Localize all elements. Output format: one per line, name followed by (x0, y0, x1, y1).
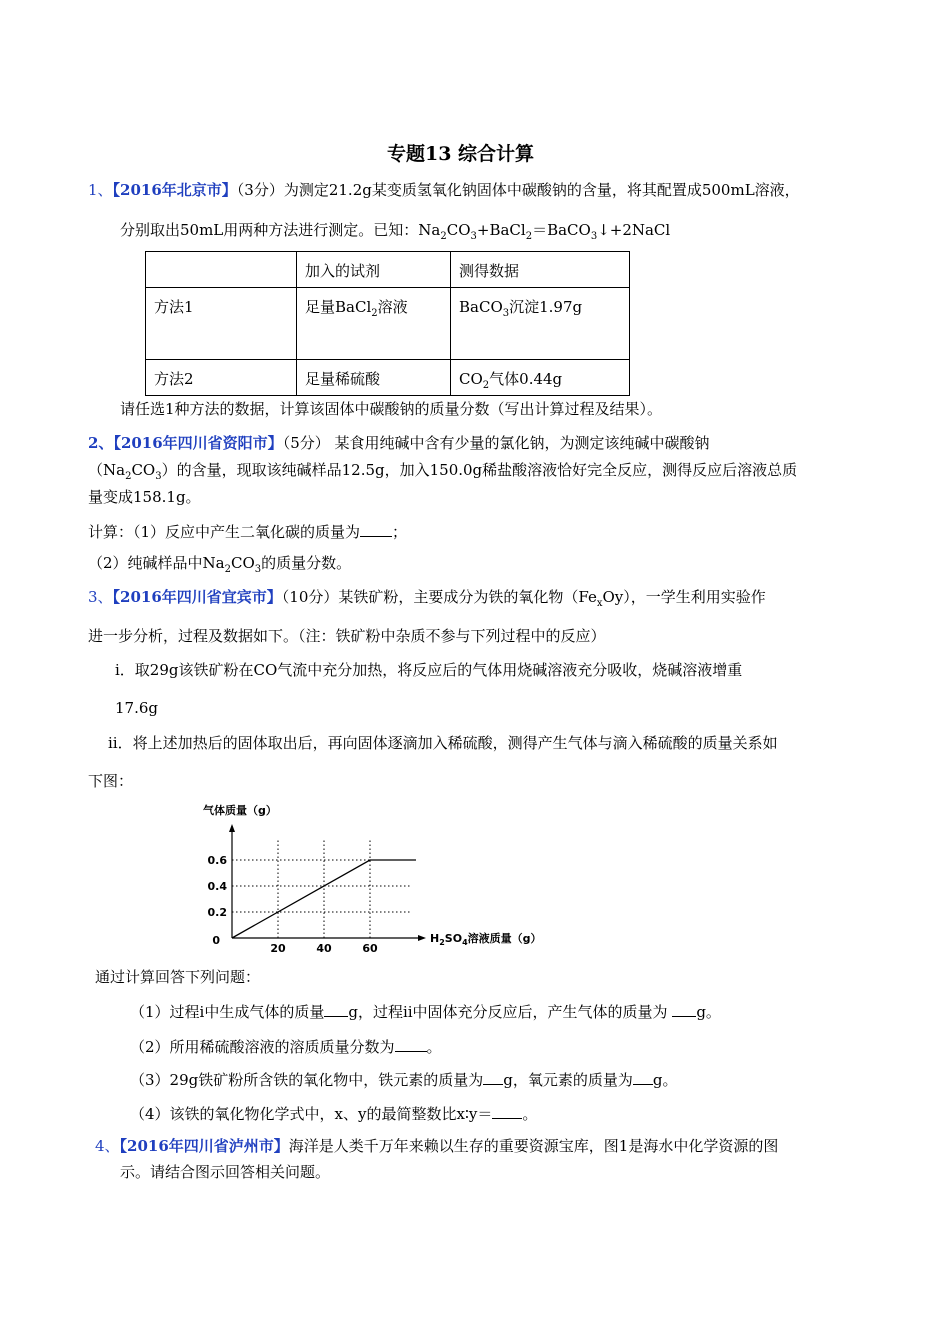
question-4-line-1: 4、【2016年四川省泸州市】海洋是人类千万年来赖以生存的重要资源宝库，图1是海水中化学资源的图 (95, 1137, 779, 1155)
question-3-line-2: 进一步分析，过程及数据如下。（注：铁矿粉中杂质不参与下列过程中的反应） (88, 627, 606, 645)
question-3-step-1: ⅰ．取29g该铁矿粉在CO气流中充分加热，将反应后的气体用烧碱溶液充分吸收，烧碱溶液增重 (115, 661, 743, 679)
question-3-intro: 通过计算回答下列问题： (95, 968, 261, 986)
table-cell: 方法1 (146, 288, 297, 360)
gas-mass-chart (195, 798, 555, 958)
question-1-task: 请任选1种方法的数据，计算该固体中碳酸钠的质量分数（写出计算过程及结果）。 (120, 400, 663, 418)
question-3-line-1: 3、【2016年四川省宜宾市】（10分）某铁矿粉，主要成分为铁的氧化物$(Fe_xOy)$，一学生利用实验作 (88, 588, 766, 609)
x-tick-label: 40 (316, 942, 332, 955)
answer-blank[interactable] (324, 1000, 348, 1017)
table-cell: 足量BaCl$_2$溶液 (297, 288, 451, 360)
table-cell: 足量稀硫酸 (297, 360, 451, 396)
y-axis-label: 气体质量（g） (203, 804, 277, 817)
question-3-step-1-cont: 17.6g (115, 699, 159, 717)
table-cell: $CO_2$气体0.44g (451, 360, 630, 396)
question-number: 2、 (88, 434, 114, 452)
question-source: 【2016年北京市】 (112, 181, 237, 199)
question-1-line-2: 分别取出50mL用两种方法进行测定。已知：$Na_2CO_3+BaCl_2=BaCO_3↓+2NaCl$ (120, 221, 671, 242)
question-3-answer-4: （4）该铁的氧化物化学式中，x、y的最简整数比x∶y＝ 。 (130, 1102, 537, 1124)
question-2-line-1: 2、【2016年四川省资阳市】（5分） 某食用纯碱中含有少量的氯化钠，为测定该纯碱中碳酸钠 (88, 434, 710, 452)
page-title: 专题13 综合计算 (387, 143, 535, 165)
answer-blank[interactable] (633, 1068, 653, 1085)
y-tick-label: 0.4 (207, 880, 227, 893)
method-table (145, 251, 630, 396)
x-tick-label: 20 (270, 942, 286, 955)
chart-series (232, 860, 416, 938)
x-tick-label: 60 (362, 942, 378, 955)
question-2-line-3: 量变成158.1g。 (88, 488, 201, 506)
question-2-line-2: $(Na_2CO_3)$的含量，现取该纯碱样品12.5g，加入150.0g稀盐酸溶液恰好完全反应，测得反应后溶液总质 (88, 461, 798, 482)
table-cell: BaCO$_3$沉淀1.97g (451, 288, 630, 360)
question-3-answer-1: （1）过程ⅰ中生成气体的质量 g，过程ⅱ中固体充分反应后，产生气体的质量为 g。 (130, 1000, 721, 1022)
question-3-answer-2: （2）所用稀硫酸溶液的溶质质量分数为 。 (130, 1035, 442, 1057)
answer-blank[interactable] (672, 1000, 696, 1017)
question-3-step-2-cont: 下图： (88, 772, 134, 790)
question-number: 3、 (88, 588, 113, 606)
answer-blank[interactable] (492, 1102, 522, 1119)
x-axis-arrow (418, 935, 426, 941)
y-tick-label: 0.6 (207, 854, 227, 867)
question-1-line-1 (88, 180, 800, 200)
answer-blank[interactable] (395, 1035, 427, 1052)
question-text: （3分）为测定21.2g某变质氢氧化钠固体中碳酸钠的含量，将其配置成500mL溶液， (236, 181, 800, 199)
y-axis-arrow (229, 824, 235, 832)
question-source: 【2016年四川省资阳市】 (113, 434, 283, 452)
table-cell: 方法2 (146, 360, 297, 396)
question-source: 【2016年四川省宜宾市】 (112, 588, 282, 606)
x-axis-label: $H_2SO_4$溶液质量（g） (430, 932, 542, 947)
question-3-step-2: ⅱ．将上述加热后的固体取出后，再向固体逐滴加入稀硫酸，测得产生气体与滴入稀硫酸的质量关系如 (108, 734, 778, 752)
question-4-line-2: 示。请结合图示回答相关问题。 (120, 1163, 331, 1181)
table-row (146, 288, 630, 360)
question-2-part-1: 计算：（1）反应中产生二氧化碳的质量为 ； (88, 520, 407, 542)
table-cell (146, 252, 297, 288)
table-cell: 加入的试剂 (297, 252, 451, 288)
origin-label: 0 (212, 934, 220, 947)
chart-labels (203, 803, 542, 955)
question-number: 4、 (95, 1137, 120, 1155)
table-row (146, 252, 630, 288)
question-3-answer-3: （3）29g铁矿粉所含铁的氧化物中，铁元素的质量为 g，氧元素的质量为 g。 (130, 1068, 677, 1090)
question-source: 【2016年四川省泸州市】 (119, 1137, 289, 1155)
series-line (232, 860, 416, 938)
y-tick-label: 0.2 (207, 906, 227, 919)
table-row (146, 360, 630, 396)
question-2-part-2: （2）纯碱样品中$Na_2CO_3$的质量分数。 (88, 554, 352, 575)
table-cell: 测得数据 (451, 252, 630, 288)
answer-blank[interactable] (483, 1068, 503, 1085)
answer-blank[interactable] (360, 520, 392, 537)
question-number: 1、 (88, 181, 113, 199)
